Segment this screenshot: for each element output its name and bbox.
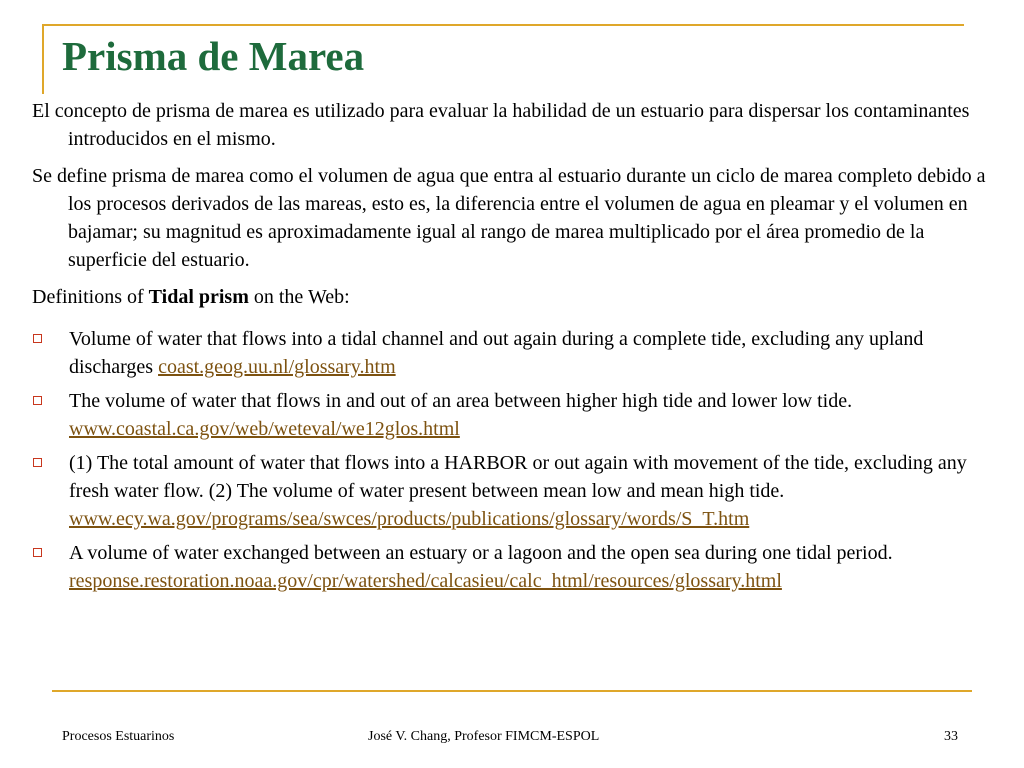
definitions-term: Tidal prism — [148, 286, 249, 308]
definition-item — [32, 387, 992, 443]
title-left-rule — [42, 24, 44, 94]
definition-text: A volume of water exchanged between an estuary or a lagoon and the open sea during one tidal period. — [69, 542, 893, 564]
definitions-list — [32, 325, 992, 595]
definition-paragraph: Se define prisma de marea como el volumen de agua que entra al estuario durante un ciclo de marea completo debido a los procesos derivados de las mareas, esto es, la diferencia entre el volumen de agua en pleamar y el volumen en bajamar; su magnitud es aproximadamente igual al rango de marea multiplicado por el área promedio de la superficie del estuario. — [32, 165, 986, 271]
hollow-square-bullet-icon — [33, 548, 42, 557]
definition-text: The volume of water that flows in and out of an area between higher high tide and lower low tide. — [69, 390, 853, 412]
page-number: 33 — [944, 729, 958, 744]
definition-item — [32, 449, 992, 533]
hollow-square-bullet-icon — [33, 458, 42, 467]
definition-text: (1) The total amount of water that flows into a HARBOR or out again with movement of the tide, excluding any fresh water flow. (2) The volume of water present between mean low and mean high tide. — [69, 452, 967, 502]
source-link[interactable]: response.restoration.noaa.gov/cpr/watershed/calcasieu/calc_html/resources/glossary.html — [69, 570, 782, 592]
footer-course: Procesos Estuarinos — [62, 729, 175, 744]
title-top-rule — [42, 24, 964, 26]
definition-text: Volume of water that flows into a tidal channel and out again during a complete tide, excluding any upland discharges — [69, 328, 924, 378]
definitions-heading — [32, 283, 992, 311]
footer-rule — [52, 690, 972, 692]
source-link[interactable]: www.coastal.ca.gov/web/weteval/we12glos.html — [69, 418, 460, 440]
definition-item — [32, 325, 992, 381]
footer-author: José V. Chang, Profesor FIMCM-ESPOL — [368, 729, 600, 744]
intro-paragraph: El concepto de prisma de marea es utilizado para evaluar la habilidad de un estuario para dispersar los contaminantes introducidos en el mismo. — [32, 100, 970, 150]
definitions-suffix: on the Web: — [248, 286, 350, 308]
slide-content — [32, 97, 992, 601]
hollow-square-bullet-icon — [33, 334, 42, 343]
source-link[interactable]: www.ecy.wa.gov/programs/sea/swces/products/publications/glossary/words/S_T.htm — [69, 508, 750, 530]
slide-title: Prisma de Marea — [62, 33, 365, 79]
definition-item — [32, 539, 992, 595]
source-link[interactable]: coast.geog.uu.nl/glossary.htm — [158, 356, 396, 378]
hollow-square-bullet-icon — [33, 396, 42, 405]
definitions-prefix: Definitions of — [32, 286, 149, 308]
